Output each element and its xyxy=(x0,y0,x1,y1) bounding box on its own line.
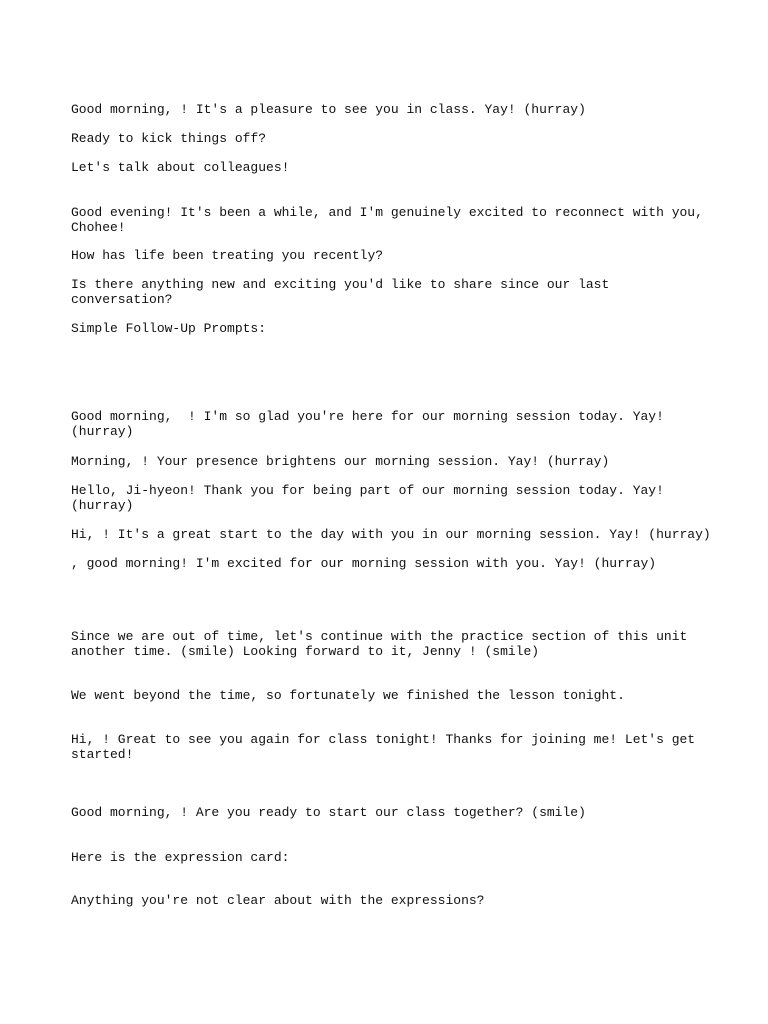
news-question-paragraph: Is there anything new and exciting you'd like to share since our last conversation? xyxy=(71,277,618,307)
follow-up-heading: Simple Follow-Up Prompts: xyxy=(71,321,267,336)
class-tonight-paragraph: Hi, ! Great to see you again for class tonight! Thanks for joining me! Let's get started! xyxy=(71,732,703,762)
life-question-paragraph: How has life been treating you recently? xyxy=(71,248,384,263)
morning-greeting-4: Hi, ! It's a great start to the day with you in our morning session. Yay! (hurray) xyxy=(71,527,711,542)
morning-greeting-1: Good morning, ! I'm so glad you're here for our morning session today. Yay! (hurray) xyxy=(71,409,672,439)
topic-paragraph: Let's talk about colleagues! xyxy=(71,160,290,175)
clarification-question-paragraph: Anything you're not clear about with the expressions? xyxy=(71,893,485,908)
out-of-time-paragraph: Since we are out of time, let's continue with the practice section of this unit another time. (smile) Looking forward to it, Jenny ! (smile) xyxy=(71,629,696,659)
greeting-paragraph: Good morning, ! It's a pleasure to see you in class. Yay! (hurray) xyxy=(71,102,586,117)
morning-greeting-3: Hello, Ji-hyeon! Thank you for being part of our morning session today. Yay! (hurray) xyxy=(71,483,672,513)
morning-greeting-2: Morning, ! Your presence brightens our morning session. Yay! (hurray) xyxy=(71,454,610,469)
ready-paragraph: Ready to kick things off? xyxy=(71,131,267,146)
expression-card-paragraph: Here is the expression card: xyxy=(71,850,290,865)
evening-greeting-paragraph: Good evening! It's been a while, and I'm genuinely excited to reconnect with you, Chohee! xyxy=(71,205,711,235)
ready-to-start-paragraph: Good morning, ! Are you ready to start our class together? (smile) xyxy=(71,805,586,820)
morning-greeting-5: , good morning! I'm excited for our morning session with you. Yay! (hurray) xyxy=(71,556,657,571)
beyond-time-paragraph: We went beyond the time, so fortunately we finished the lesson tonight. xyxy=(71,688,625,703)
